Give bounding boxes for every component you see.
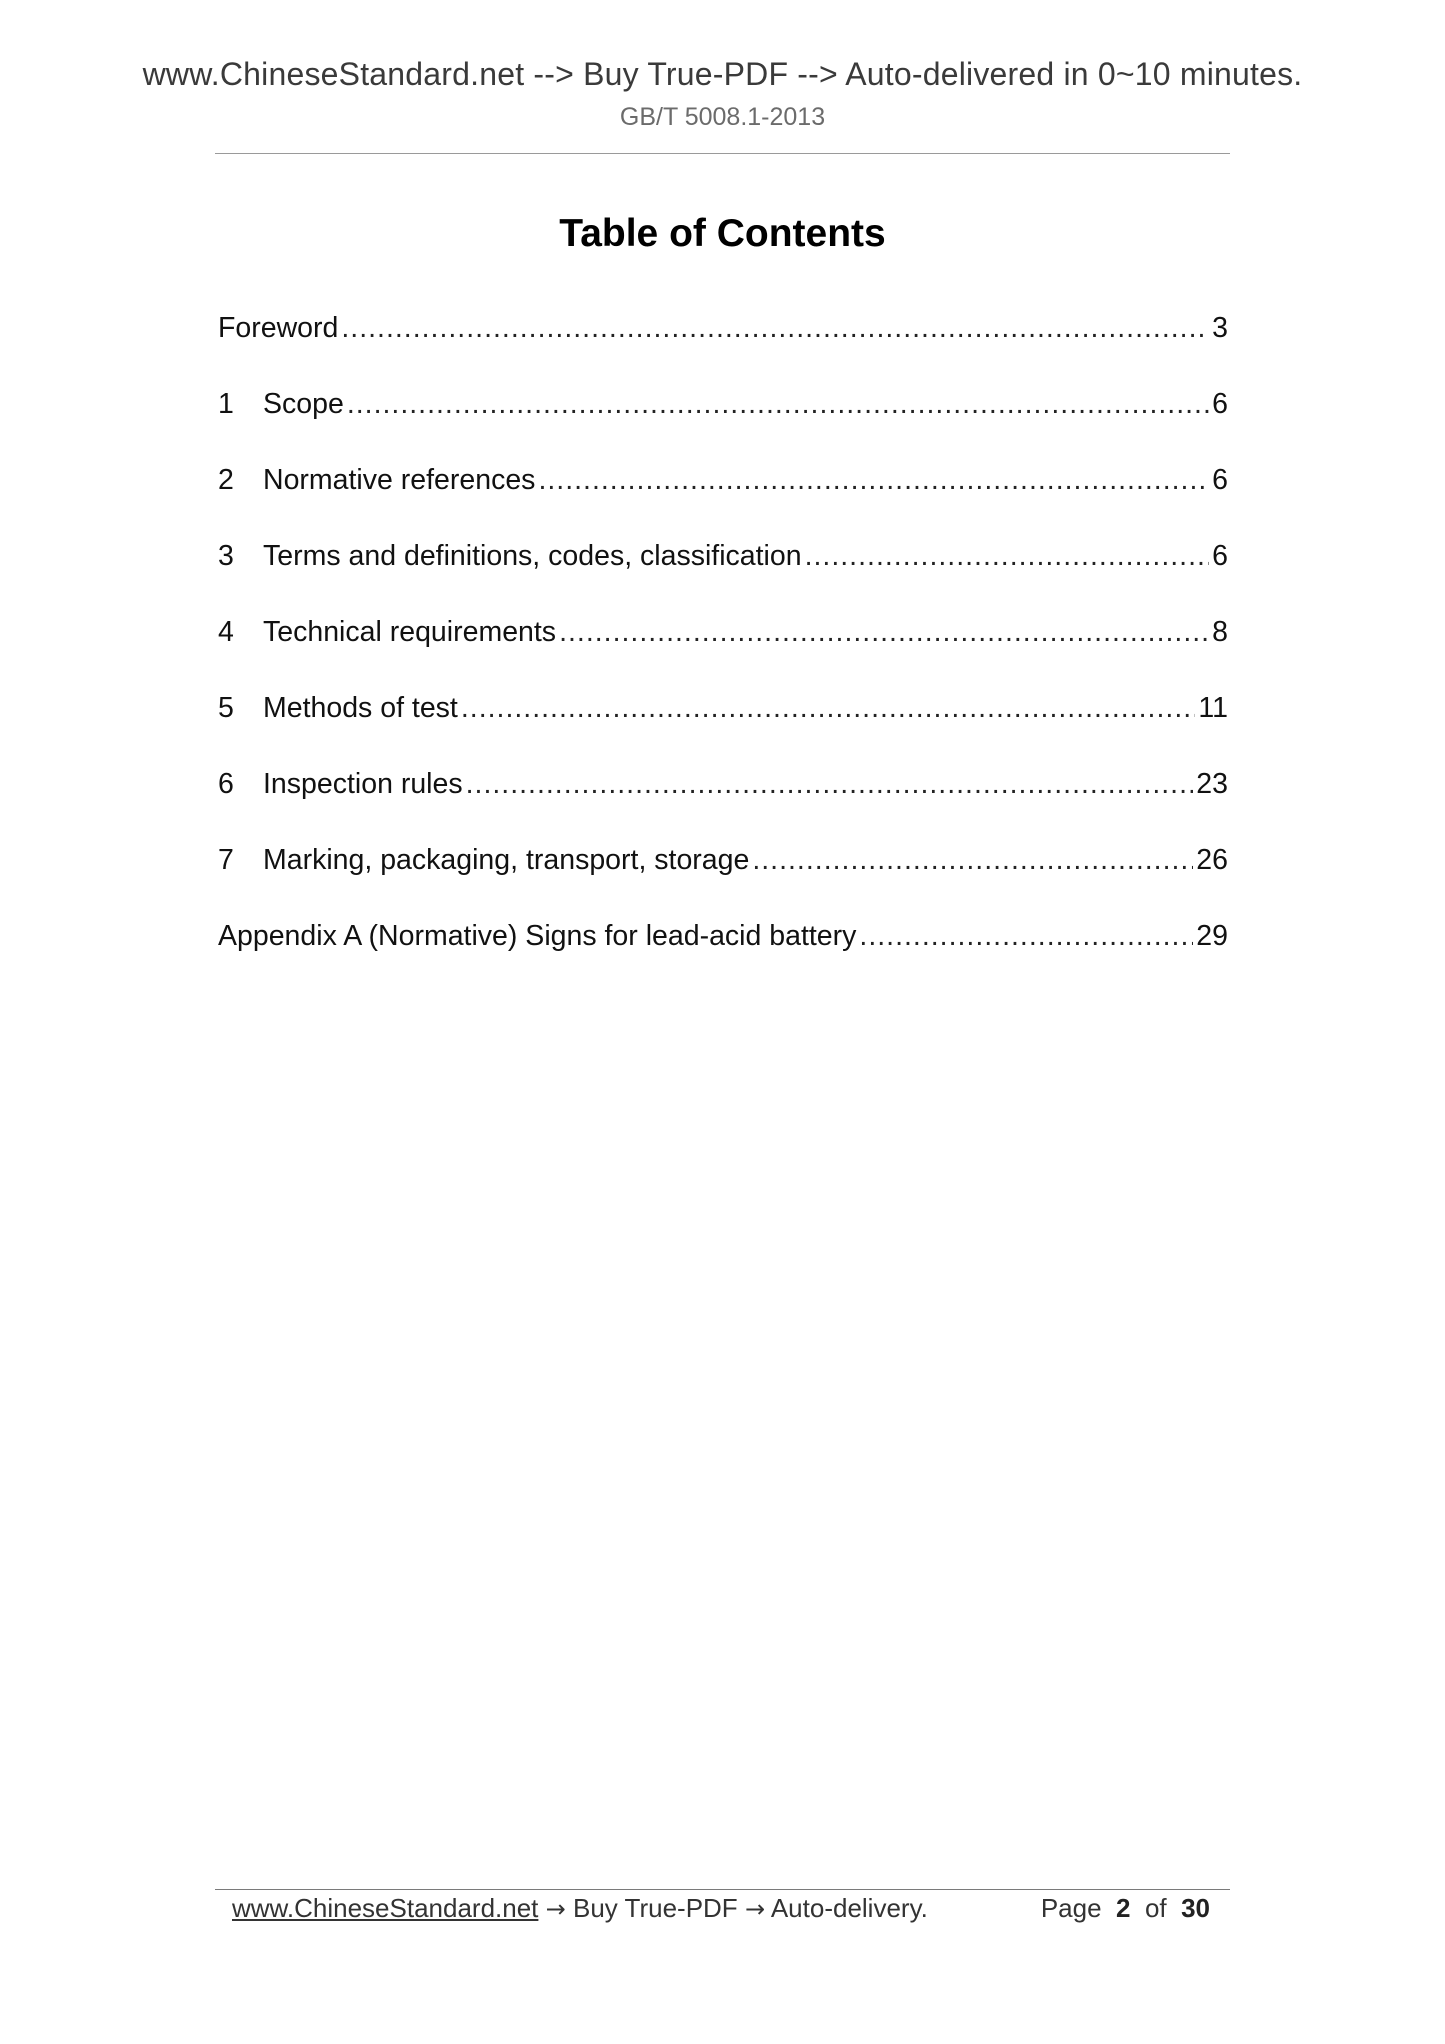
toc-entry-number: 3 [218, 540, 234, 572]
toc-entry[interactable] [218, 388, 1228, 464]
toc-entry-label: Normative references [263, 464, 536, 496]
footer-site-link[interactable]: www.ChineseStandard.net [232, 1893, 539, 1923]
toc-entry-label: Terms and definitions, codes, classification [263, 540, 802, 572]
toc-entry-page: 8 [1212, 616, 1228, 648]
toc-entry-number: 4 [218, 616, 234, 648]
toc-dot-leader [559, 616, 1209, 649]
toc-entry[interactable] [218, 616, 1228, 692]
toc-entry-label: Methods of test [263, 692, 458, 724]
toc-dot-leader [347, 388, 1209, 421]
toc-entry-number: 2 [218, 464, 234, 496]
toc-dot-leader [538, 464, 1209, 497]
table-of-contents [218, 312, 1228, 996]
page-total: 30 [1181, 1893, 1210, 1923]
toc-entry[interactable] [218, 540, 1228, 616]
toc-entry-number: 1 [218, 388, 234, 420]
toc-entry-label: Foreword [218, 312, 339, 344]
toc-entry-page: 6 [1212, 388, 1228, 420]
toc-entry[interactable] [218, 464, 1228, 540]
toc-entry-label: Scope [263, 388, 344, 420]
toc-entry[interactable] [218, 920, 1228, 996]
footer-divider [215, 1889, 1230, 1890]
arrow-right-icon: → [744, 1895, 766, 1923]
of-word: of [1144, 1893, 1167, 1923]
toc-entry-page: 29 [1196, 920, 1228, 952]
footer-buy-text: Buy True-PDF [572, 1893, 738, 1923]
toc-dot-leader [805, 540, 1210, 573]
header-divider [215, 153, 1230, 154]
toc-entry-number: 5 [218, 692, 234, 724]
toc-entry-label: Technical requirements [263, 616, 557, 648]
toc-entry-number: 7 [218, 844, 234, 876]
page-current: 2 [1116, 1893, 1131, 1923]
toc-entry-page: 6 [1212, 464, 1228, 496]
toc-dot-leader [341, 312, 1209, 345]
arrow-right-icon: → [545, 1895, 566, 1923]
page-word: Page [1040, 1893, 1102, 1923]
toc-entry-page: 11 [1198, 692, 1228, 724]
toc-dot-leader [461, 692, 1196, 725]
footer [232, 1893, 1222, 1924]
toc-entry-label: Marking, packaging, transport, storage [263, 844, 750, 876]
toc-dot-leader [466, 768, 1194, 801]
toc-entry-page: 23 [1196, 768, 1228, 800]
toc-entry-label: Inspection rules [263, 768, 463, 800]
toc-entry[interactable] [218, 312, 1228, 388]
toc-dot-leader [859, 920, 1193, 953]
toc-entry[interactable] [218, 844, 1228, 920]
page-indicator [1041, 1893, 1210, 1924]
toc-dot-leader [752, 844, 1193, 877]
toc-entry[interactable] [218, 768, 1228, 844]
toc-entry-number: 6 [218, 768, 234, 800]
toc-entry-page: 3 [1212, 312, 1228, 344]
toc-entry-page: 26 [1196, 844, 1228, 876]
standard-code: GB/T 5008.1-2013 [619, 103, 826, 131]
header-banner: www.ChineseStandard.net --> Buy True-PDF --> Auto-delivered in 0~10 minutes. [142, 56, 1303, 92]
page-title: Table of Contents [559, 212, 886, 255]
toc-entry-label: Appendix A (Normative) Signs for lead-acid battery [218, 920, 857, 952]
footer-delivery-text: Auto-delivery. [770, 1893, 928, 1923]
toc-entry-page: 6 [1212, 540, 1228, 572]
toc-entry[interactable] [218, 692, 1228, 768]
